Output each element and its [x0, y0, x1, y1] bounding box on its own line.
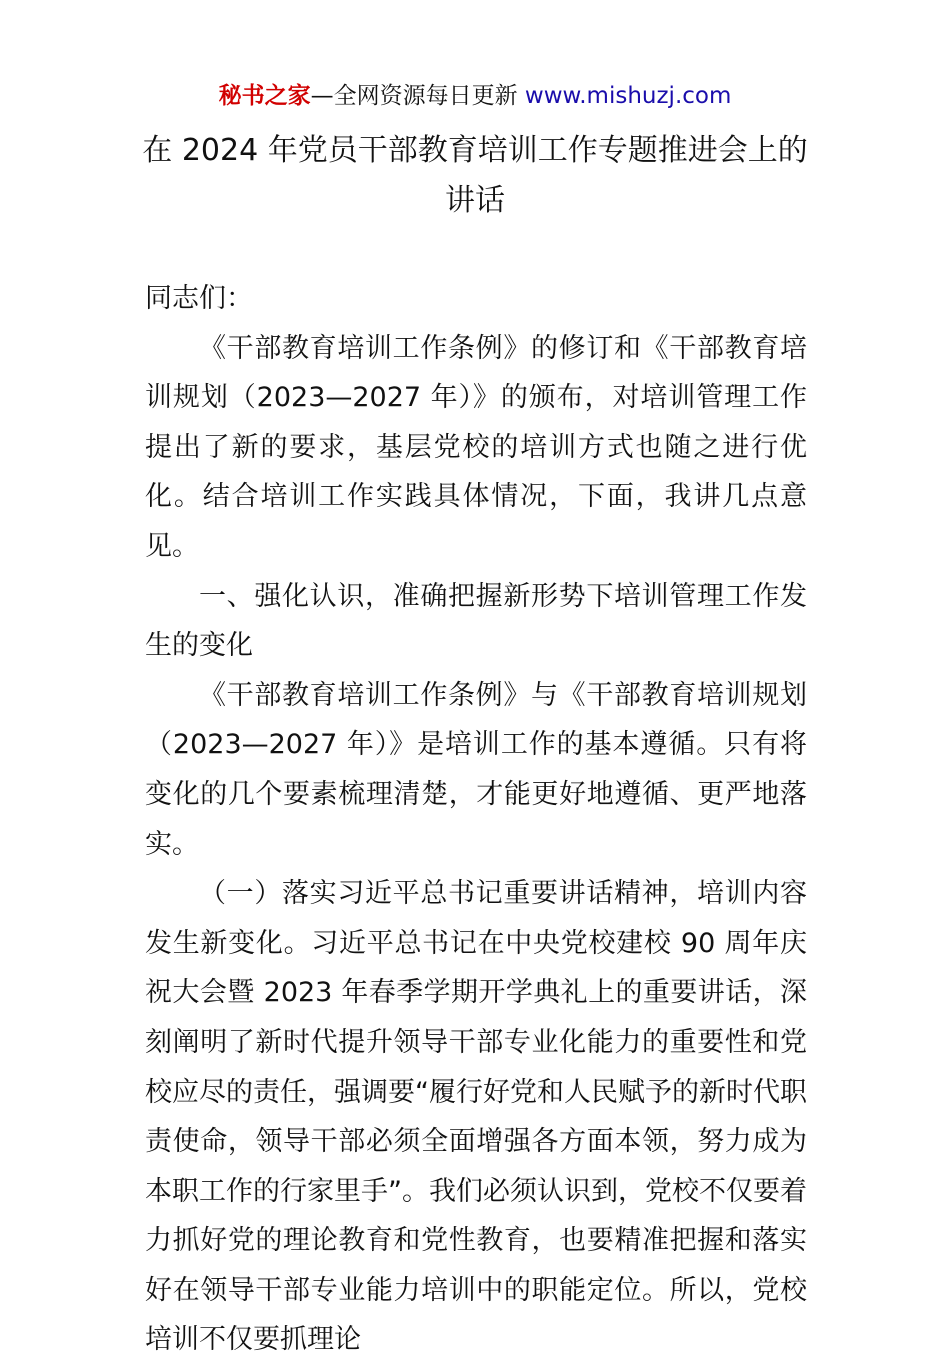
body-paragraph: （一）落实习近平总书记重要讲话精神，培训内容发生新变化。习近平总书记在中央党校建校 90 周年庆祝大会暨 2023 年春季学期开学典礼上的重要讲话，深刻阐明了新时代提升领导干部专业化能力的重要性和党校应尽的责任，强调要“履行好党和人民赋予的新时代职责使命，领导干部必须全面增强各方面本领，努力成为本职工作的行家里手”。我们必须认识到，党校不仅要着力抓好党的理论教育和党性教育，也要精准把握和落实好在领导干部专业能力培训中的职能定位。所以，党校培训不仅要抓理论	[145, 878, 807, 1356]
body-paragraph: 《干部教育培训工作条例》的修订和《干部教育培训规划（2023—2027 年）》的颁布，对培训管理工作提出了新的要求，基层党校的培训方式也随之进行优化。结合培训工作实践具体情况，下面，我讲几点意见。	[145, 332, 807, 562]
site-brand: 秘书之家	[218, 83, 311, 109]
salutation: 同志们：	[145, 283, 253, 314]
section-heading: 一、强化认识，准确把握新形势下培训管理工作发生的变化	[145, 580, 807, 662]
document-title: 在 2024 年党员干部教育培训工作专题推进会上的讲话	[142, 133, 808, 218]
document-body	[145, 274, 807, 1365]
site-url-link[interactable]: www.mishuzj.com	[524, 83, 732, 109]
site-tagline: —全网资源每日更新	[310, 83, 518, 109]
site-header	[0, 80, 950, 112]
body-paragraph: 《干部教育培训工作条例》与《干部教育培训规划（2023—2027 年）》是培训工作的基本遵循。只有将变化的几个要素梳理清楚，才能更好地遵循、更严地落实。	[145, 679, 807, 860]
